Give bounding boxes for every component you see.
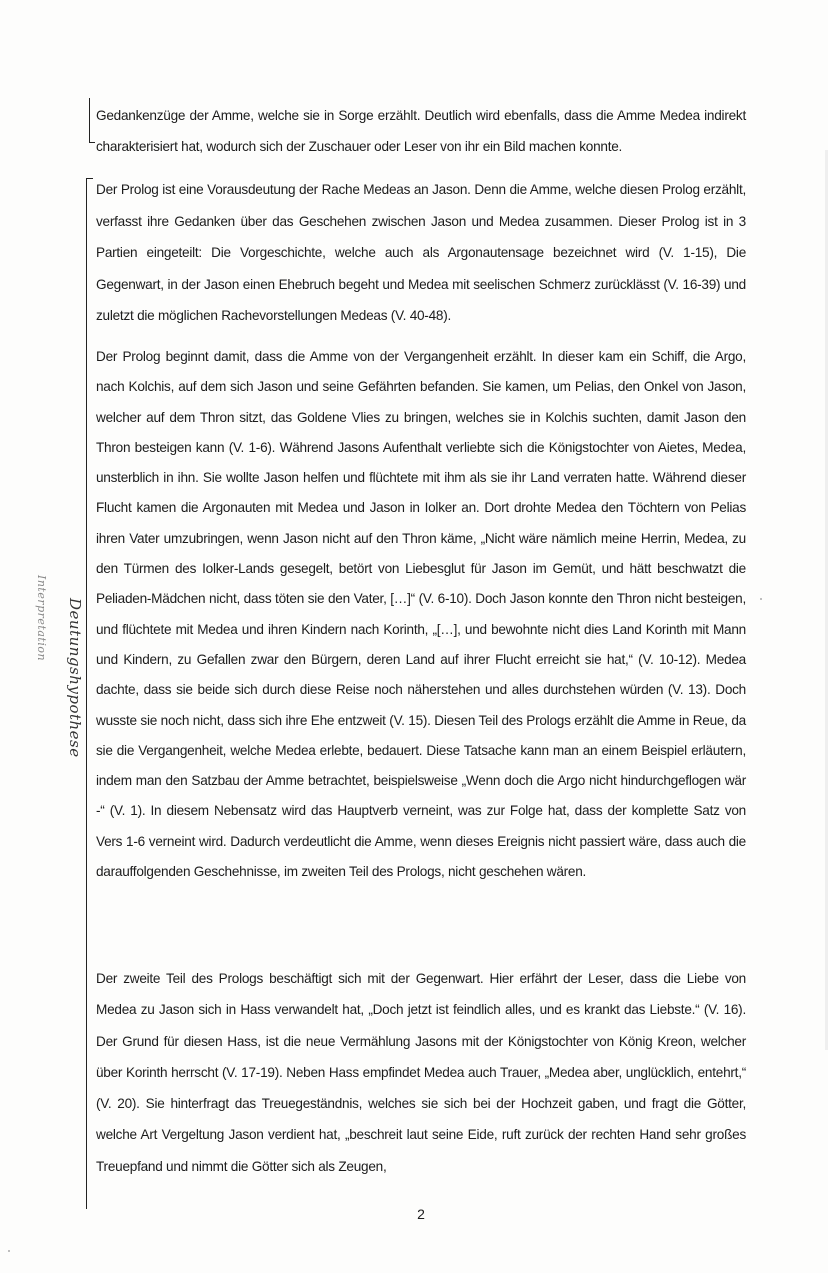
paragraph-text: Der Prolog beginnt damit, dass die Amme von der Vergangenheit erzählt. In dieser kam ein Schiff, die Argo, nach Kolchis, auf dem sich Jason und seine Gefährten befanden. Sie kamen, um Pelias, den Onkel von Jason, welcher auf dem Thron sitzt, das Goldene Vlies zu bringen, welches sie in Kolchis suchten, damit Jason den Thron besteigen kann (V. 1-6). Während Jasons Aufenthalt verliebte sich die Königstochter von Aietes, Medea, unsterblich in ihn. Sie wollte Jason helfen und flüchtete mit ihm als sie ihr Land verraten hatte. Während dieser Flucht kamen die Argonauten mit Medea und Jason in Iolker an. Dort drohte Medea den Töchtern von Pelias ihren Vater umzubringen, wenn Jason nicht auf den Thron käme, „Nicht wäre nämlich meine Herrin, Medea, zu den Türmen des Iolker-Lands gesegelt, betört von Liebesglut für Jason im Gemüt, und hätt beschwatzt die Peliaden-Mädchen nicht, dass töten sie den Vater, […]“ (V. 6-10). Doch Jason konnte den Thron nicht besteigen, und flüchtete mit Medea und ihren Kindern nach Korinth, „[…], und bewohnte nicht dies Land Korinth mit Mann und Kindern, zu Gefallen zwar den Bürgern, deren Land auf ihrer Flucht erreicht sie hat,“ (V. 10-12). Medea dachte, dass sie beide sich durch diese Reise noch näherstehen und alles durchstehen würden (V. 13). Doch wusste sie noch nicht, dass sich ihre Ehe entzweit (V. 15). Diesen Teil des Prologs erzählt die Amme in Reue, da sie die Vergangenheit, welche Medea erlebte, bedauert. Diese Tatsache kann man an einem Beispiel erläutern, indem man den Satzbau der Amme betrachtet, beispielsweise „Wenn doch die Argo nicht hindurchgeflogen wär -“ (V. 1). In diesem Nebensatz wird das Hauptverb verneint, was zur Folge hat, dass der komplette Satz von Vers 1-6 verneint wird. Dadurch verdeutlicht die Amme, wenn dieses Ereignis nicht passiert wäre, dass auch die darauffolgenden Geschehnisse, im zweiten Teil des Prologs, nicht geschehen wären. — [96, 349, 746, 880]
paragraph-text: Der zweite Teil des Prologs beschäftigt sich mit der Gegenwart. Hier erfährt der Leser, dass die Liebe von Medea zu Jason sich in Hass verwandelt hat, „Doch jetzt ist feindlich alles, und es krankt das Liebste.“ (V. 16). Der Grund für diesen Hass, ist die neue Vermählung Jasons mit der Königstochter von König Kreon, welcher über Korinth herrscht (V. 17-19). Neben Hass empfindet Medea auch Trauer, „Medea aber, unglücklich, entehrt,“ (V. 20). Sie hinterfragt das Treuegeständnis, welches sie sich bei der Hochzeit gaben, und fragt die Götter, welche Art Vergeltung Jason verdient hat, „beschreit laut seine Eide, ruft zurück der rechten Hand sehr großes Treuepfand und nimmt die Götter sich als Zeugen, — [96, 971, 746, 1174]
margin-bracket-main — [86, 178, 93, 1209]
paragraph-text: Gedankenzüge der Amme, welche sie in Sorge erzählt. Deutlich wird ebenfalls, dass die Amme Medea indirekt charakterisiert hat, wodurch sich der Zuschauer oder Leser von ihr ein Bild machen konnte. — [96, 108, 746, 154]
margin-bracket-top — [89, 98, 95, 143]
margin-note-faint: Interpretation — [35, 575, 48, 662]
page-number: 2 — [417, 1206, 425, 1222]
paragraph-4 — [96, 963, 746, 1182]
paragraph-text: Der Prolog ist eine Vorausdeutung der Rache Medeas an Jason. Denn die Amme, welche diesen Prolog erzählt, verfasst ihre Gedanken über das Geschehen zwischen Jason und Medea zusammen. Dieser Prolog ist in 3 Partien eingeteilt: Die Vorgeschichte, welche auch als Argonautensage bezeichnet wird (V. 1-15), Die Gegenwart, in der Jason einen Ehebruch begeht und Medea mit seelischen Schmerz zurücklässt (V. 16-39) und zuletzt die möglichen Rachevorstellungen Medeas (V. 40-48). — [96, 182, 746, 323]
scan-speck — [8, 1250, 10, 1252]
margin-note-handwritten: Deutungshypothese — [66, 598, 84, 758]
paragraph-3 — [96, 342, 746, 887]
paragraph-2 — [96, 174, 746, 332]
scan-speck — [760, 598, 762, 600]
paragraph-1 — [96, 100, 746, 162]
